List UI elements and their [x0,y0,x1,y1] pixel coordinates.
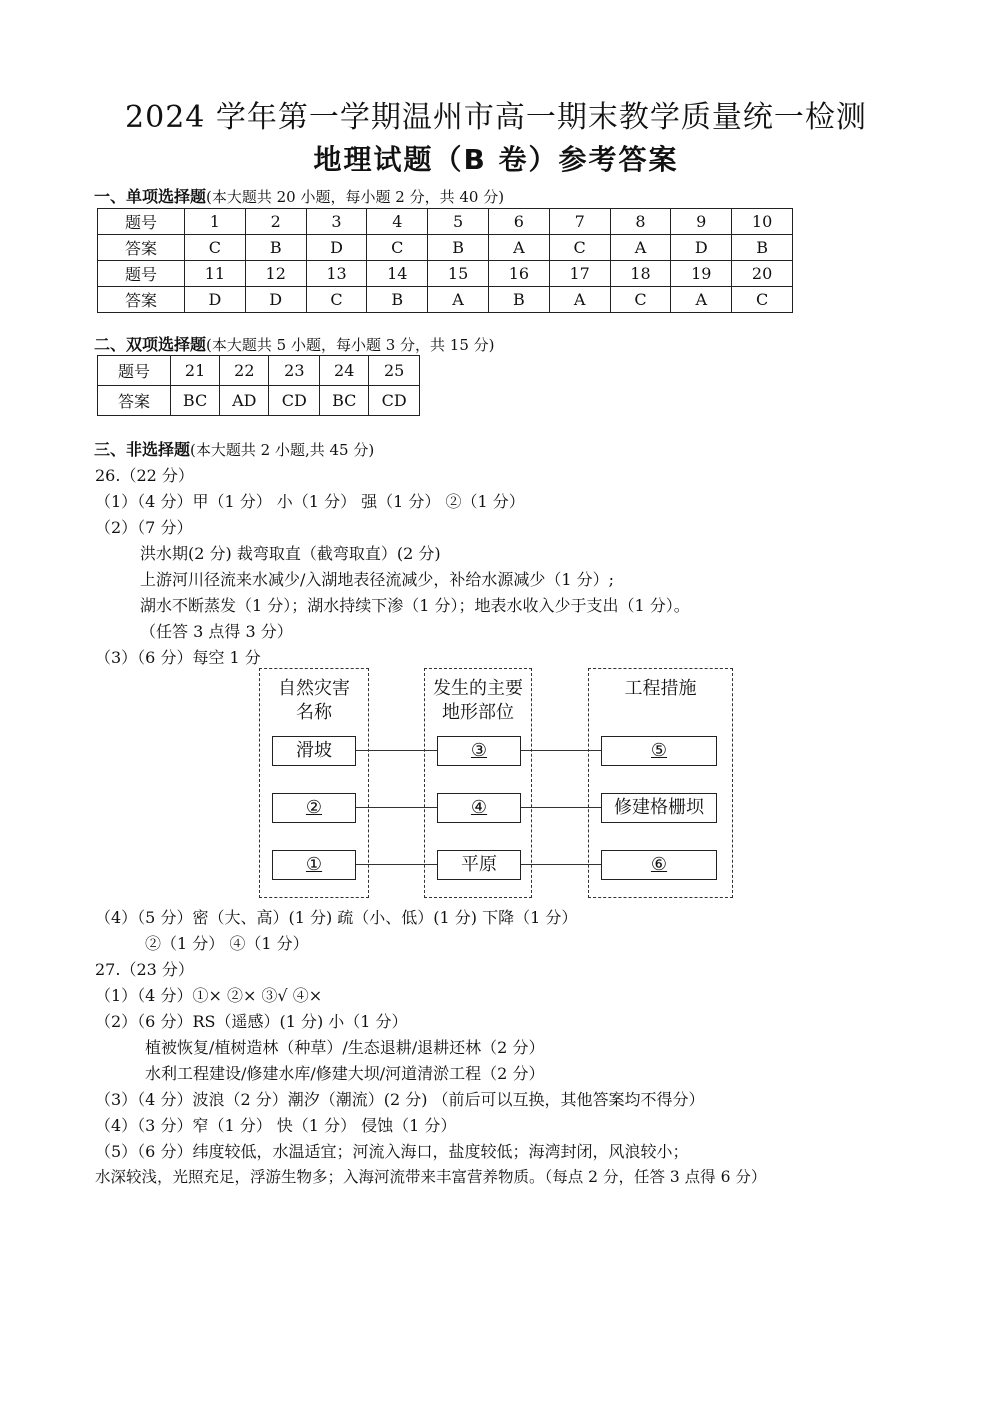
table-cell: B [428,235,489,261]
q27-line: 植被恢复/植树造林（种草）/生态退耕/退耕还林（2 分） [145,1038,545,1057]
table-cell: A [488,235,549,261]
column-heading: 发生的主要 地形部位 [433,678,523,723]
table-cell: 15 [428,261,489,287]
table-label: 答案 [98,287,185,313]
table-cell: 24 [320,356,369,386]
table-cell: 11 [185,261,246,287]
table-label: 题号 [98,356,171,386]
table-cell: BC [171,386,220,416]
table-label: 答案 [98,235,185,261]
table-label: 答案 [98,386,171,416]
section3-heading: 三、非选择题(本大题共 2 小题,共 45 分) [94,440,375,459]
q26-line: 洪水期(2 分) 裁弯取直（截弯取直）(2 分) [140,544,441,563]
box-r3c2: 平原 [437,850,521,880]
box-r1c1: 滑坡 [272,736,356,766]
table-cell: 7 [549,209,610,235]
table-cell: 23 [269,356,320,386]
table-cell: 5 [428,209,489,235]
table-cell: CD [269,386,320,416]
q27-line: 水深较浅，光照充足，浮游生物多；入海河流带来丰富营养物质。（每点 2 分，任答 3 点得 6 分） [95,1168,767,1186]
column-heading: 工程措施 [624,678,697,699]
box-r1c2: ③ [437,736,521,766]
table-cell: 21 [171,356,220,386]
table-cell: 3 [306,209,367,235]
table-cell: AD [220,386,269,416]
table-cell: D [306,235,367,261]
table-cell: A [610,235,671,261]
table-cell: 6 [488,209,549,235]
table-cell: 10 [732,209,793,235]
section1-heading: 一、单项选择题(本大题共 20 小题，每小题 2 分，共 40 分) [94,187,505,206]
section2-heading: 二、双项选择题(本大题共 5 小题，每小题 3 分，共 15 分) [94,335,495,354]
q26-line: （1）（4 分）甲（1 分） 小（1 分） 强（1 分） ②（1 分） [95,492,525,511]
table-cell: C [732,287,793,313]
table-cell: A [549,287,610,313]
table-cell: B [245,235,306,261]
table-cell: D [671,235,732,261]
table-cell: 2 [245,209,306,235]
q26-line: （任答 3 点得 3 分） [140,622,293,641]
table-cell: B [488,287,549,313]
table-cell: 19 [671,261,732,287]
q26-head: 26.（22 分） [95,466,194,485]
box-r2c2: ④ [437,793,521,823]
table-label: 题号 [98,209,185,235]
table-cell: B [367,287,428,313]
box-r2c1: ② [272,793,356,823]
q26-line: （3）（6 分）每空 1 分 [95,648,261,667]
table-cell: CD [369,386,420,416]
table-cell: D [185,287,246,313]
table-cell: A [428,287,489,313]
q27-line: （3）（4 分）波浪（2 分）潮汐（潮流）(2 分) （前后可以互换，其他答案均不得分） [95,1090,705,1109]
table-cell: 25 [369,356,420,386]
q27-head: 27.（23 分） [95,960,194,979]
table-cell: 13 [306,261,367,287]
table-cell: 9 [671,209,732,235]
q26-line: 上游河川径流来水减少/入湖地表径流减少，补给水源减少（1 分）; [140,570,615,589]
box-r2c3: 修建格栅坝 [601,793,717,823]
table-cell: 8 [610,209,671,235]
table-cell: 16 [488,261,549,287]
q27-line: （2）（6 分）RS（遥感）(1 分) 小（1 分） [95,1012,408,1031]
column-heading: 自然灾害 名称 [278,678,350,723]
box-r3c3: ⑥ [601,850,717,880]
table-cell: B [732,235,793,261]
table-cell: C [185,235,246,261]
q27-line: 水利工程建设/修建水库/修建大坝/河道清淤工程（2 分） [145,1064,545,1083]
box-r1c3: ⑤ [601,736,717,766]
q26-line: ②（1 分） ④（1 分） [145,934,309,953]
table-cell: 20 [732,261,793,287]
table-cell: 12 [245,261,306,287]
table-cell: C [306,287,367,313]
table-cell: BC [320,386,369,416]
q26-line: 湖水不断蒸发（1 分）；湖水持续下渗（1 分）；地表水收入少于支出（1 分）。 [140,596,690,615]
table-cell: D [245,287,306,313]
table-cell: A [671,287,732,313]
box-r3c1: ① [272,850,356,880]
disaster-diagram [255,668,735,900]
q27-line: （5）（6 分）纬度较低，水温适宜；河流入海口，盐度较低；海湾封闭，风浪较小； [95,1142,689,1161]
section1-answer-table [97,208,793,313]
table-cell: C [367,235,428,261]
table-cell: 18 [610,261,671,287]
q26-line: （4）（5 分）密（大、高）(1 分) 疏（小、低）(1 分) 下降（1 分） [95,908,578,927]
table-cell: 17 [549,261,610,287]
q27-line: （4）（3 分）窄（1 分） 快（1 分） 侵蚀（1 分） [95,1116,457,1135]
page-title: 2024 学年第一学期温州市高一期末教学质量统一检测 [125,100,867,135]
q27-line: （1）（4 分）①× ②× ③√ ④× [95,986,323,1005]
section2-answer-table [97,355,420,416]
table-cell: 1 [185,209,246,235]
table-cell: C [549,235,610,261]
q26-line: （2）（7 分） [95,518,193,537]
table-cell: 14 [367,261,428,287]
table-cell: 4 [367,209,428,235]
table-cell: C [610,287,671,313]
table-cell: 22 [220,356,269,386]
table-label: 题号 [98,261,185,287]
page-subtitle: 地理试题（B 卷）参考答案 [313,143,679,176]
